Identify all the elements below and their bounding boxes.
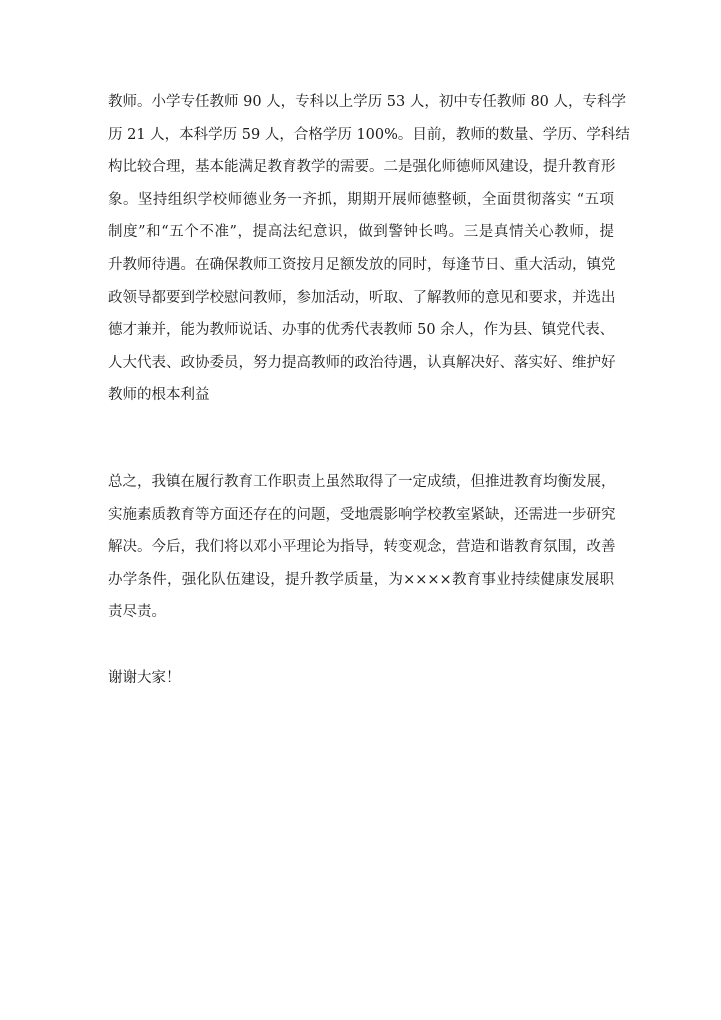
- text-line: 教师。小学专任教师 90 人，专科以上学历 53 人，初中专任教师 80 人，专科学: [108, 94, 627, 110]
- text-line: 责尽责。: [108, 604, 166, 621]
- text-line: 历 21 人，本科学历 59 人，合格学历 100%。目前，教师的数量、学历、学科结: [108, 126, 630, 143]
- text-line: 升教师待遇。在确保教师工资按月足额发放的同时，每逢节日、重大活动，镇党: [108, 256, 616, 273]
- text-line: 解决。今后，我们将以邓小平理论为指导，转变观念，营造和谐教育氛围，改善: [108, 539, 616, 556]
- text-line: 象。坚持组织学校师德业务一齐抓，期期开展师德整顿，全面贯彻落实 “五项: [108, 191, 614, 208]
- paragraph-teachers: [108, 86, 630, 412]
- text-line: 构比较合理，基本能满足教育教学的需要。二是强化师德师风建设，提升教育形: [108, 159, 616, 176]
- text-line: 人大代表、政协委员，努力提高教师的政治待遇，认真解决好、落实好、维护好: [108, 354, 616, 371]
- text-line: 德才兼并，能为教师说话、办事的优秀代表教师 50 余人，作为县、镇党代表、: [108, 322, 615, 339]
- closing-remark: [108, 662, 614, 695]
- text-line: 政领导都要到学校慰问教师，参加活动，听取、了解教师的意见和要求，并选出: [108, 289, 616, 306]
- closing-line: 谢谢大家！: [108, 670, 181, 686]
- text-line: 总之，我镇在履行教育工作职责上虽然取得了一定成绩，但推进教育均衡发展，: [108, 474, 616, 490]
- text-line: 制度”和“五个不准”，提高法纪意识，做到警钟长鸣。三是真情关心教师，提: [108, 224, 614, 241]
- text-line: 办学条件，强化队伍建设，提升教学质量，为××××教育事业持续健康发展职: [108, 571, 614, 588]
- paragraph-summary: [108, 466, 614, 629]
- text-line: 教师的根本利益: [108, 387, 210, 404]
- text-line: 实施素质教育等方面还存在的问题，受地震影响学校教室紧缺，还需进一步研究: [108, 506, 616, 523]
